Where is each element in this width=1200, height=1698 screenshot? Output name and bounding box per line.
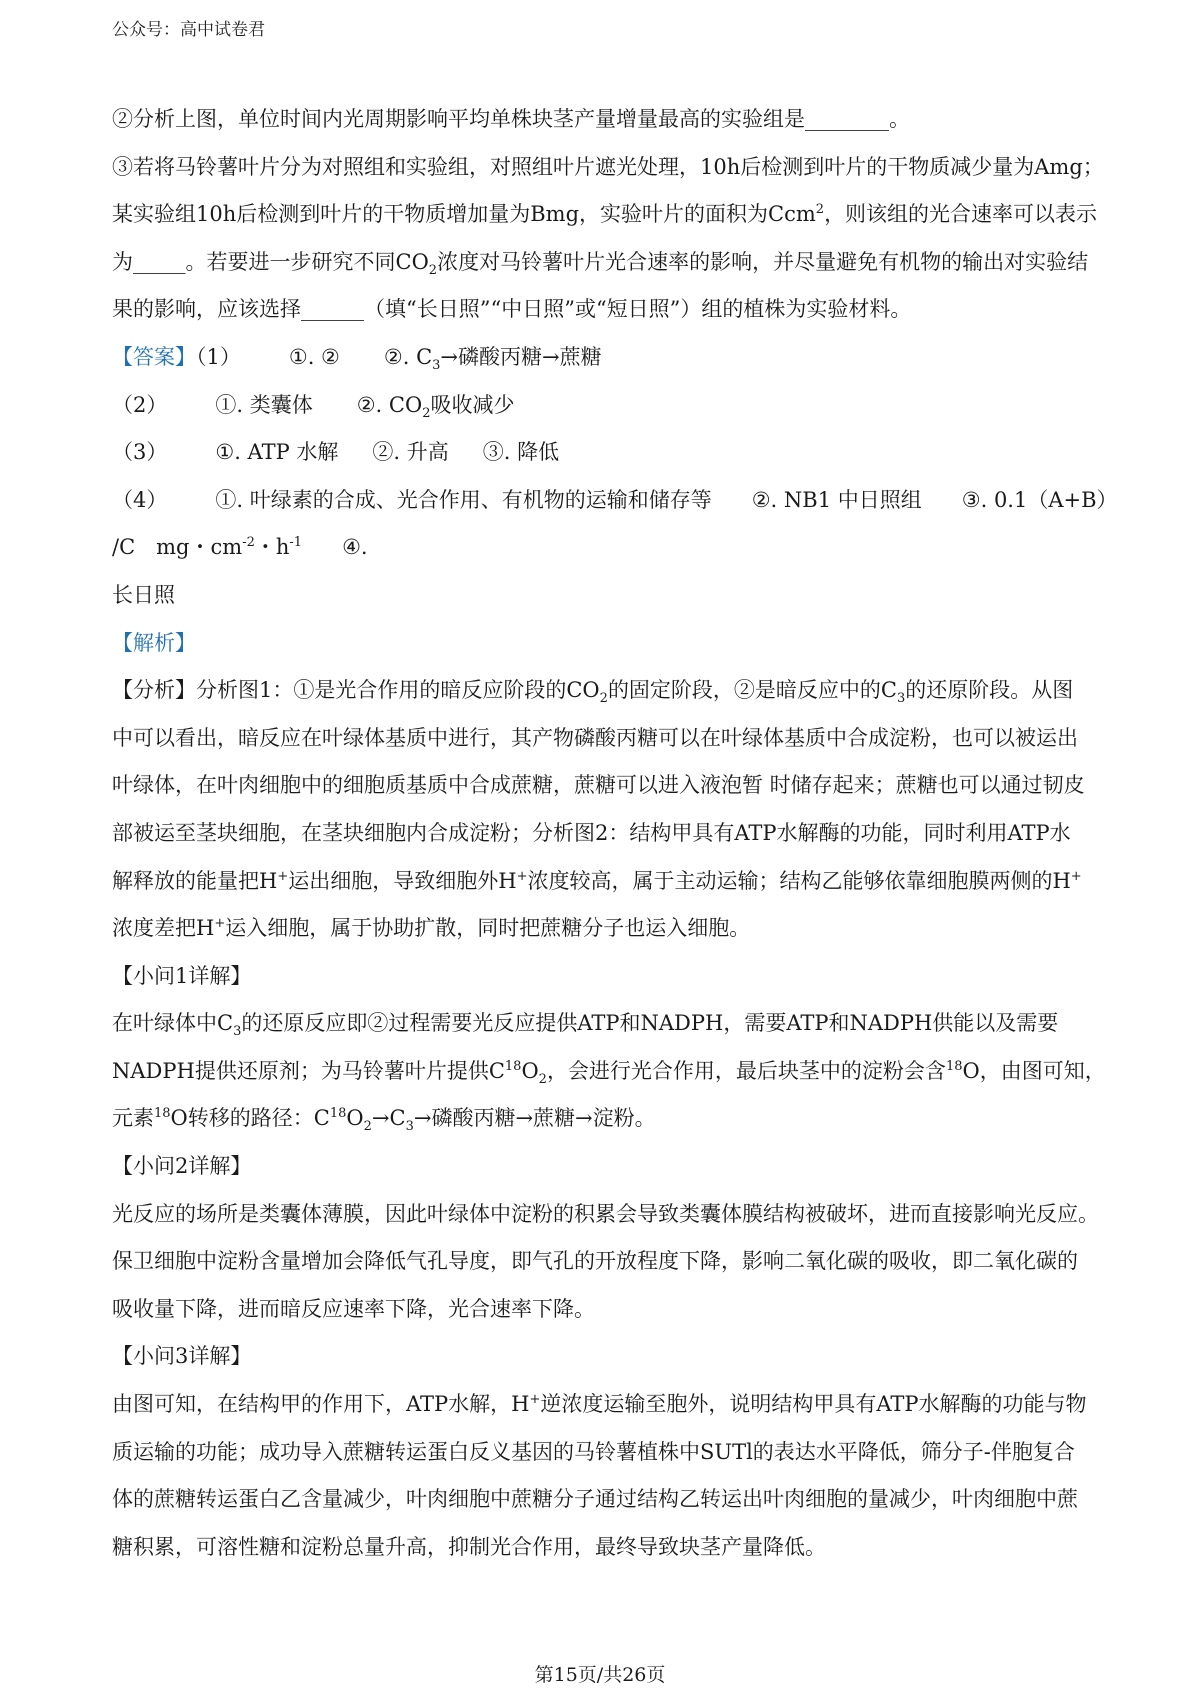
analysis-p1-line-2: 中可以看出，暗反应在叶绿体基质中进行，其产物磷酸丙糖可以在叶绿体基质中合成淀粉，也可以被运出 — [112, 725, 1078, 750]
question-3-line-1: ③若将马铃薯叶片分为对照组和实验组，对照组叶片遮光处理，10h后检测到叶片的干物质减少量为Amg； — [112, 154, 1104, 179]
answer-label: 【答案】 — [112, 344, 196, 369]
subquestion-2-line-2: 保卫细胞中淀粉含量增加会降低气孔导度，即气孔的开放程度下降，影响二氧化碳的吸收，即二氧化碳的 — [112, 1249, 1078, 1274]
question-3-line-3: 为_____。若要进一步研究不同$CO_2$浓度对马铃薯叶片光合速率的影响，并尽量避免有机物的输出对实验结 — [112, 249, 1089, 278]
answer-row-5: /C mg・$cm^{-2}$・$h^{-1}$ ④. — [112, 535, 368, 560]
analysis-p1-line-4: 部被运至茎块细胞，在茎块细胞内合成淀粉；分析图2：结构甲具有ATP水解酶的功能，同时利用ATP水 — [112, 820, 1071, 845]
subquestion-3-line-3: 体的蔗糖转运蛋白乙含量减少，叶肉细胞中蔗糖分子通过结构乙转运出叶肉细胞的量减少，叶肉细胞中蔗 — [112, 1487, 1078, 1512]
subquestion-3-line-2: 质运输的功能；成功导入蔗糖转运蛋白反义基因的马铃薯植株中SUTl的表达水平降低，筛分子-伴胞复合 — [112, 1439, 1075, 1464]
subquestion-3-line-1: 由图可知，在结构甲的作用下，ATP水解，H+逆浓度运输至胞外，说明结构甲具有ATP水解酶的功能与物 — [112, 1392, 1087, 1417]
subquestion-1-line-1: 在叶绿体中$C_3$的还原反应即②过程需要光反应提供ATP和NADPH，需要ATP和NADPH供能以及需要 — [112, 1011, 1059, 1040]
subquestion-2-line-3: 吸收量下降，进而暗反应速率下降，光合速率下降。 — [112, 1296, 595, 1321]
subquestion-1-line-3: 元素$^{18}$O转移的路径：$C^{18}O_2\to C_3\to$磷酸丙糖→蔗糖→淀粉。 — [112, 1106, 656, 1135]
analysis-p1-line-5: 解释放的能量把H+运出细胞，导致细胞外H+浓度较高，属于主动运输；结构乙能够依靠细胞膜两侧的H+ — [112, 868, 1082, 893]
subquestion-3-line-4: 糖积累，可溶性糖和淀粉总量升高，抑制光合作用，最终导致块茎产量降低。 — [112, 1534, 826, 1559]
subquestion-3-title: 【小问3详解】 — [112, 1344, 252, 1369]
answer-row-2: （2） ①. 类囊体 ②. $CO_2$吸收减少 — [112, 392, 515, 421]
analysis-label: 【解析】 — [112, 630, 196, 655]
question-2: ②分析上图，单位时间内光周期影响平均单株块茎产量增量最高的实验组是________。 — [112, 107, 910, 131]
content — [112, 96, 1118, 1571]
analysis-p1-line-1: 【分析】分析图1：①是光合作用的暗反应阶段的$CO_2$的固定阶段，②是暗反应中的$C_3$的还原阶段。从图 — [112, 678, 1074, 707]
answer-row-3: （3） ①. ATP 水解 ②. 升高 ③. 降低 — [112, 440, 560, 465]
header-account: 公众号：高中试卷君 — [112, 20, 265, 40]
subquestion-2-title: 【小问2详解】 — [112, 1154, 252, 1179]
answer-row-4: （4） ①. 叶绿素的合成、光合作用、有机物的运输和储存等 ②. NB1 中日照组 ③. 0.1（A+B） — [112, 487, 1118, 512]
question-3-line-2: 某实验组10h后检测到叶片的干物质增加量为Bmg，实验叶片的面积为Ccm$^2$，则该组的光合速率可以表示 — [112, 202, 1098, 227]
subquestion-1-title: 【小问1详解】 — [112, 963, 252, 988]
analysis-p1-line-3: 叶绿体，在叶肉细胞中的细胞质基质中合成蔗糖，蔗糖可以进入液泡暂 时储存起来；蔗糖也可以通过韧皮 — [112, 773, 1085, 798]
page-number: 第15页/共26页 — [534, 1664, 666, 1686]
answer-row-1: 【答案】（1） ①. ② ②. $C_3\to$磷酸丙糖→蔗糖 — [112, 344, 602, 374]
subquestion-1-line-2: NADPH提供还原剂；为马铃薯叶片提供$C^{18}O_2$，会进行光合作用，最后块茎中的淀粉会含$^{18}$O，由图可知， — [112, 1058, 1106, 1088]
subquestion-2-line-1: 光反应的场所是类囊体薄膜，因此叶绿体中淀粉的积累会导致类囊体膜结构被破坏，进而直接影响光反应。 — [112, 1201, 1099, 1226]
analysis-p1-line-6: 浓度差把H+运入细胞，属于协助扩散，同时把蔗糖分子也运入细胞。 — [112, 916, 751, 941]
question-3-line-4: 果的影响，应该选择______（填“长日照”“中日照”或“短日照”）组的植株为实验材料。 — [112, 297, 912, 322]
answer-row-6: 长日照 — [112, 582, 175, 607]
